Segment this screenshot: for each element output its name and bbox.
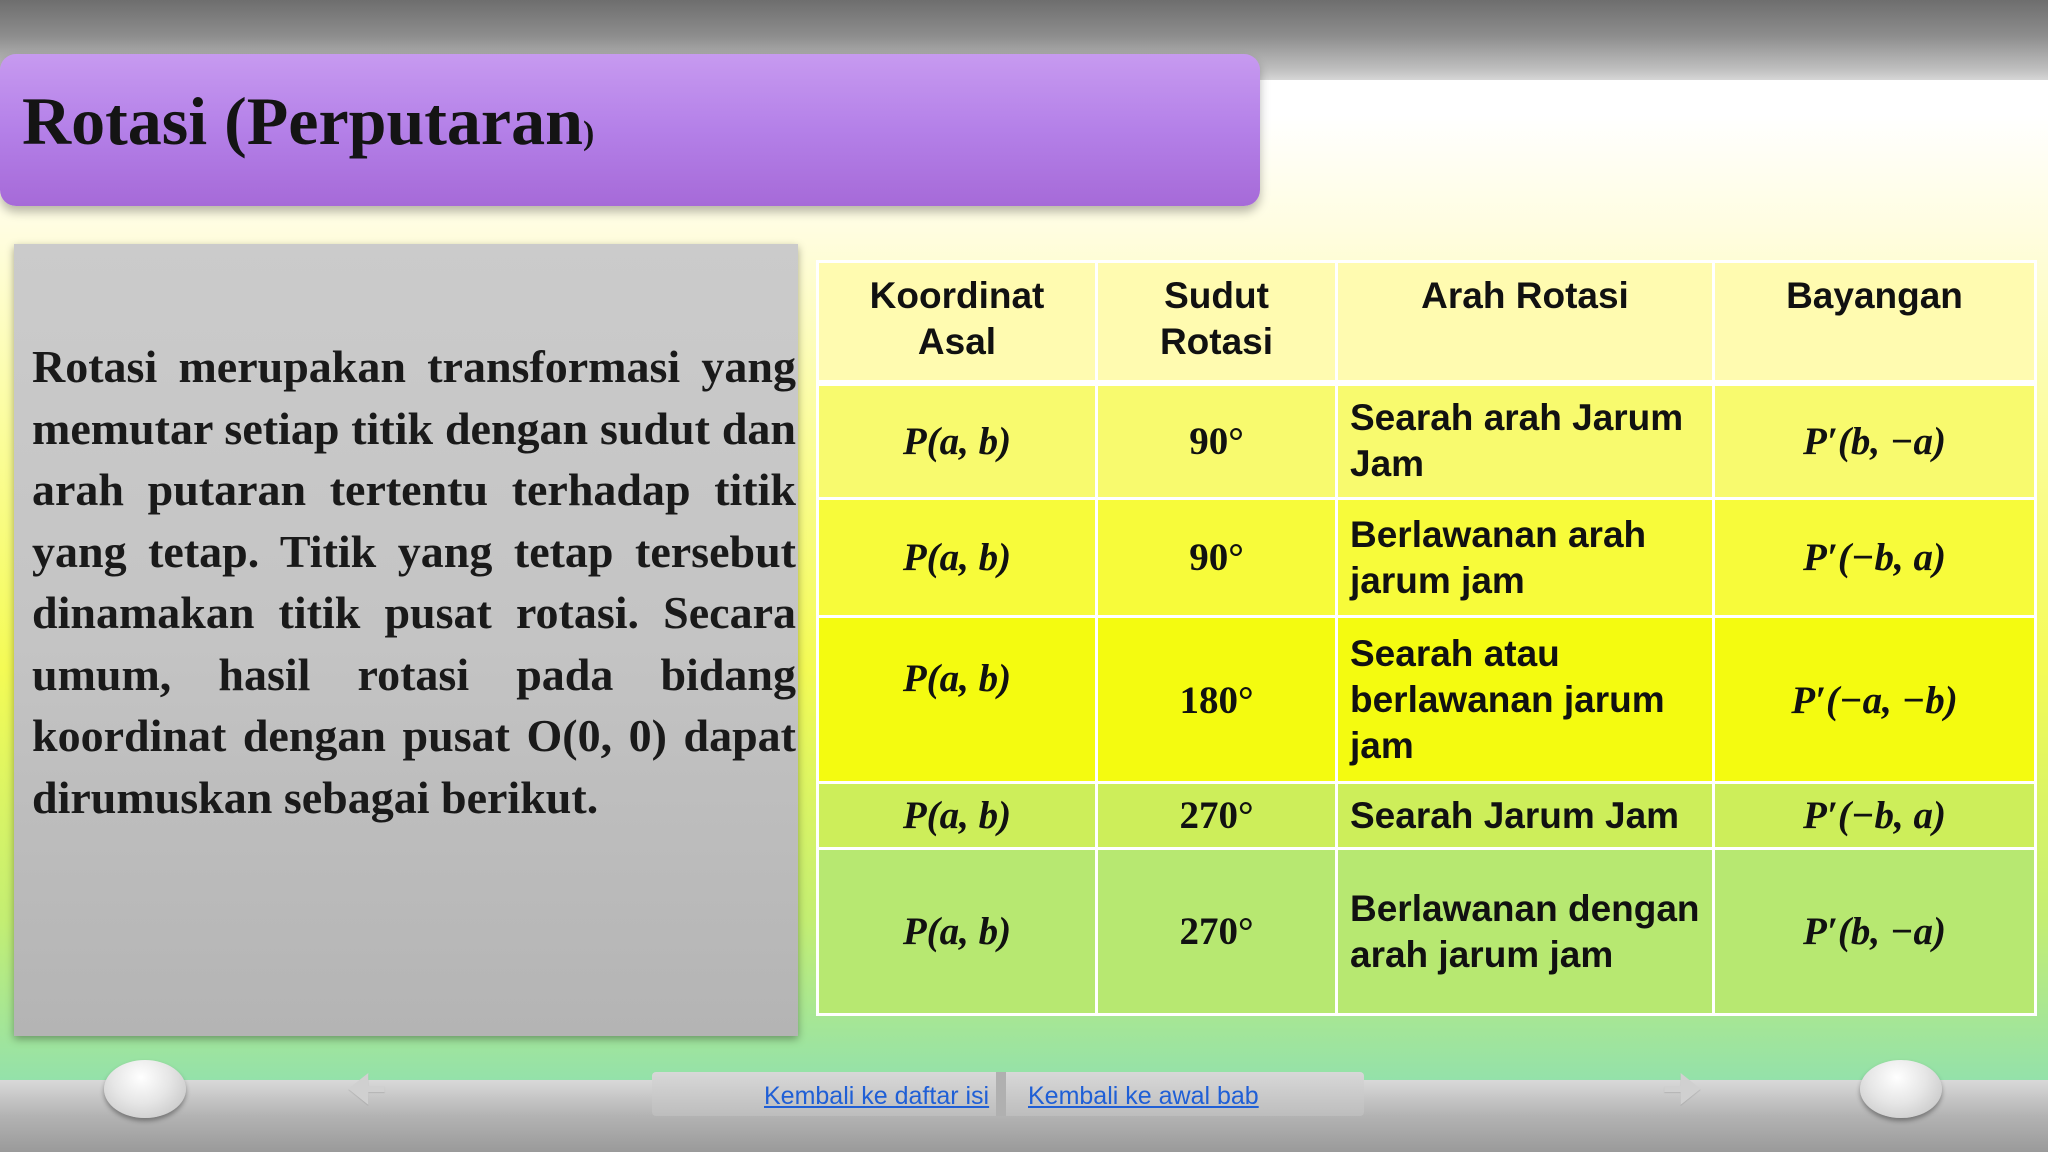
cell-bayangan: P′(b, −a) <box>1714 849 2036 1015</box>
cell-arah: Searah Jarum Jam <box>1337 783 1714 849</box>
table-row <box>818 383 2036 499</box>
cell-asal: P(a, b) <box>818 499 1097 617</box>
header-sudut-rotasi: Sudut Rotasi <box>1097 262 1337 383</box>
table-row <box>818 783 2036 849</box>
cell-arah: Berlawanan arah jarum jam <box>1337 499 1714 617</box>
table-row <box>818 617 2036 783</box>
slide-title-main: Rotasi (Perputaran <box>22 83 583 159</box>
cell-arah: Searah arah Jarum Jam <box>1337 383 1714 499</box>
table-row <box>818 849 2036 1015</box>
link-awal-bab[interactable]: Kembali ke awal bab <box>1028 1082 1259 1110</box>
nav-divider <box>996 1072 1006 1116</box>
table-header-row <box>818 262 2036 383</box>
slide-title-close: ) <box>582 115 595 152</box>
definition-text: Rotasi merupakan transformasi yang memutar setiap titik dengan sudut dan arah putaran tertentu terhadap titik yang tetap. Titik yang tetap tersebut dinamakan titik pusat rotasi. Secara umum, hasil rotasi pada bidang koordinat dengan pusat O(0, 0) dapat dirumuskan sebagai berikut. <box>32 341 796 823</box>
rotation-table <box>816 260 2037 1016</box>
arrow-left-icon[interactable]: 🠈 <box>346 1065 387 1114</box>
cell-bayangan: P′(−b, a) <box>1714 783 2036 849</box>
cell-sudut: 180° <box>1097 617 1337 783</box>
cell-bayangan: P′(−a, −b) <box>1714 617 2036 783</box>
cell-arah: Searah atau berlawanan jarum jam <box>1337 617 1714 783</box>
definition-panel <box>14 244 798 1036</box>
cell-asal: P(a, b) <box>818 383 1097 499</box>
cell-sudut: 90° <box>1097 499 1337 617</box>
cell-sudut: 90° <box>1097 383 1337 499</box>
header-bayangan: Bayangan <box>1714 262 2036 383</box>
header-arah-rotasi: Arah Rotasi <box>1337 262 1714 383</box>
cell-arah: Berlawanan dengan arah jarum jam <box>1337 849 1714 1015</box>
link-daftar-isi[interactable]: Kembali ke daftar isi <box>764 1082 990 1110</box>
cell-asal: P(a, b) <box>818 617 1097 783</box>
cell-sudut: 270° <box>1097 783 1337 849</box>
table-row <box>818 499 2036 617</box>
cell-asal: P(a, b) <box>818 783 1097 849</box>
cell-bayangan: P′(b, −a) <box>1714 383 2036 499</box>
slide-title <box>22 82 594 161</box>
arrow-right-icon[interactable]: 🠊 <box>1662 1065 1703 1114</box>
nav-links-strip <box>652 1072 1364 1116</box>
title-banner <box>0 54 1260 206</box>
header-koordinat-asal: Koordinat Asal <box>818 262 1097 383</box>
home-oval-button-left[interactable] <box>104 1060 186 1118</box>
cell-asal: P(a, b) <box>818 849 1097 1015</box>
home-oval-button-right[interactable] <box>1860 1060 1942 1118</box>
cell-sudut: 270° <box>1097 849 1337 1015</box>
cell-bayangan: P′(−b, a) <box>1714 499 2036 617</box>
